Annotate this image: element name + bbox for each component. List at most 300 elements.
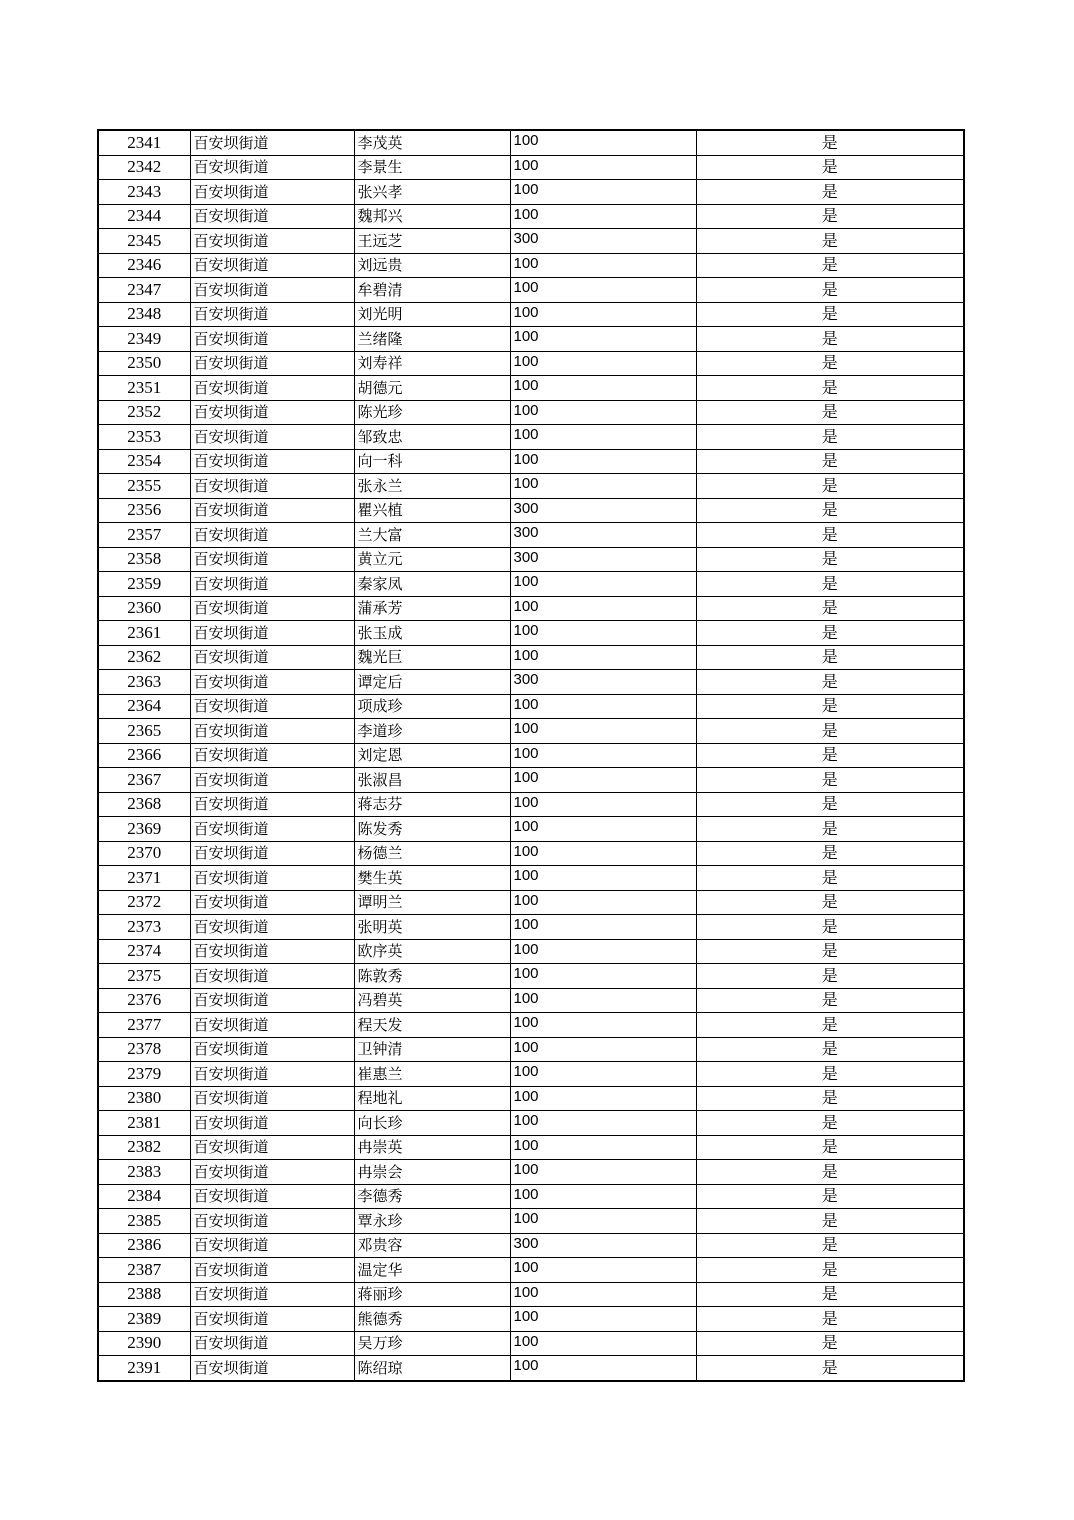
flag-cell: 是 <box>696 768 964 793</box>
name-cell: 张玉成 <box>354 621 510 646</box>
table-row <box>98 1135 964 1160</box>
row-number-cell: 2350 <box>98 351 190 376</box>
name-cell: 蒋丽珍 <box>354 1282 510 1307</box>
name-cell: 李德秀 <box>354 1184 510 1209</box>
table-row <box>98 425 964 450</box>
amount-cell: 100 <box>510 915 696 940</box>
row-number-cell: 2360 <box>98 596 190 621</box>
amount-cell: 100 <box>510 694 696 719</box>
table-row <box>98 1209 964 1234</box>
table-body <box>98 130 964 1381</box>
row-number-cell: 2346 <box>98 253 190 278</box>
amount-cell: 100 <box>510 768 696 793</box>
street-cell: 百安坝街道 <box>190 988 354 1013</box>
street-cell: 百安坝街道 <box>190 180 354 205</box>
row-number-cell: 2354 <box>98 449 190 474</box>
name-cell: 刘远贵 <box>354 253 510 278</box>
flag-cell: 是 <box>696 1282 964 1307</box>
street-cell: 百安坝街道 <box>190 376 354 401</box>
row-number-cell: 2341 <box>98 130 190 155</box>
flag-cell: 是 <box>696 449 964 474</box>
flag-cell: 是 <box>696 817 964 842</box>
name-cell: 蒲承芳 <box>354 596 510 621</box>
amount-cell: 100 <box>510 1111 696 1136</box>
amount-cell: 100 <box>510 1258 696 1283</box>
table-row <box>98 645 964 670</box>
table-row <box>98 1356 964 1381</box>
amount-cell: 300 <box>510 547 696 572</box>
row-number-cell: 2364 <box>98 694 190 719</box>
amount-cell: 100 <box>510 841 696 866</box>
amount-cell: 100 <box>510 278 696 303</box>
table-row <box>98 327 964 352</box>
amount-cell: 100 <box>510 719 696 744</box>
amount-cell: 100 <box>510 596 696 621</box>
row-number-cell: 2363 <box>98 670 190 695</box>
row-number-cell: 2358 <box>98 547 190 572</box>
name-cell: 樊生英 <box>354 866 510 891</box>
table-row <box>98 474 964 499</box>
amount-cell: 100 <box>510 327 696 352</box>
table-row <box>98 253 964 278</box>
street-cell: 百安坝街道 <box>190 498 354 523</box>
name-cell: 欧序英 <box>354 939 510 964</box>
flag-cell: 是 <box>696 1062 964 1087</box>
amount-cell: 100 <box>510 449 696 474</box>
street-cell: 百安坝街道 <box>190 939 354 964</box>
row-number-cell: 2390 <box>98 1331 190 1356</box>
name-cell: 李道珍 <box>354 719 510 744</box>
flag-cell: 是 <box>696 130 964 155</box>
name-cell: 邹致忠 <box>354 425 510 450</box>
row-number-cell: 2368 <box>98 792 190 817</box>
amount-cell: 100 <box>510 1062 696 1087</box>
table-row <box>98 1282 964 1307</box>
row-number-cell: 2372 <box>98 890 190 915</box>
flag-cell: 是 <box>696 498 964 523</box>
amount-cell: 100 <box>510 1209 696 1234</box>
table-row <box>98 1331 964 1356</box>
name-cell: 冉崇会 <box>354 1160 510 1185</box>
street-cell: 百安坝街道 <box>190 523 354 548</box>
amount-cell: 100 <box>510 180 696 205</box>
flag-cell: 是 <box>696 1307 964 1332</box>
flag-cell: 是 <box>696 523 964 548</box>
table-row <box>98 1160 964 1185</box>
row-number-cell: 2385 <box>98 1209 190 1234</box>
street-cell: 百安坝街道 <box>190 425 354 450</box>
row-number-cell: 2347 <box>98 278 190 303</box>
street-cell: 百安坝街道 <box>190 890 354 915</box>
data-table <box>97 129 965 1382</box>
name-cell: 张淑昌 <box>354 768 510 793</box>
amount-cell: 100 <box>510 890 696 915</box>
amount-cell: 100 <box>510 1331 696 1356</box>
table-row <box>98 964 964 989</box>
name-cell: 魏邦兴 <box>354 204 510 229</box>
row-number-cell: 2352 <box>98 400 190 425</box>
name-cell: 杨德兰 <box>354 841 510 866</box>
flag-cell: 是 <box>696 1184 964 1209</box>
street-cell: 百安坝街道 <box>190 1111 354 1136</box>
name-cell: 胡德元 <box>354 376 510 401</box>
name-cell: 谭定后 <box>354 670 510 695</box>
amount-cell: 100 <box>510 645 696 670</box>
name-cell: 秦家凤 <box>354 572 510 597</box>
name-cell: 熊德秀 <box>354 1307 510 1332</box>
row-number-cell: 2389 <box>98 1307 190 1332</box>
row-number-cell: 2366 <box>98 743 190 768</box>
street-cell: 百安坝街道 <box>190 1086 354 1111</box>
table-row <box>98 400 964 425</box>
table-row <box>98 939 964 964</box>
flag-cell: 是 <box>696 204 964 229</box>
table-row <box>98 547 964 572</box>
row-number-cell: 2374 <box>98 939 190 964</box>
street-cell: 百安坝街道 <box>190 302 354 327</box>
row-number-cell: 2380 <box>98 1086 190 1111</box>
table-row <box>98 155 964 180</box>
amount-cell: 100 <box>510 939 696 964</box>
table-row <box>98 1111 964 1136</box>
street-cell: 百安坝街道 <box>190 1307 354 1332</box>
name-cell: 李茂英 <box>354 130 510 155</box>
street-cell: 百安坝街道 <box>190 253 354 278</box>
row-number-cell: 2367 <box>98 768 190 793</box>
amount-cell: 100 <box>510 621 696 646</box>
amount-cell: 100 <box>510 130 696 155</box>
street-cell: 百安坝街道 <box>190 817 354 842</box>
amount-cell: 100 <box>510 988 696 1013</box>
row-number-cell: 2378 <box>98 1037 190 1062</box>
row-number-cell: 2342 <box>98 155 190 180</box>
flag-cell: 是 <box>696 719 964 744</box>
amount-cell: 100 <box>510 302 696 327</box>
street-cell: 百安坝街道 <box>190 130 354 155</box>
street-cell: 百安坝街道 <box>190 400 354 425</box>
table-row <box>98 988 964 1013</box>
flag-cell: 是 <box>696 743 964 768</box>
name-cell: 项成珍 <box>354 694 510 719</box>
amount-cell: 100 <box>510 425 696 450</box>
name-cell: 张永兰 <box>354 474 510 499</box>
flag-cell: 是 <box>696 841 964 866</box>
flag-cell: 是 <box>696 890 964 915</box>
flag-cell: 是 <box>696 621 964 646</box>
amount-cell: 100 <box>510 792 696 817</box>
flag-cell: 是 <box>696 327 964 352</box>
amount-cell: 300 <box>510 670 696 695</box>
name-cell: 魏光巨 <box>354 645 510 670</box>
amount-cell: 300 <box>510 1233 696 1258</box>
name-cell: 瞿兴植 <box>354 498 510 523</box>
name-cell: 卫钟清 <box>354 1037 510 1062</box>
flag-cell: 是 <box>696 1160 964 1185</box>
street-cell: 百安坝街道 <box>190 719 354 744</box>
row-number-cell: 2388 <box>98 1282 190 1307</box>
flag-cell: 是 <box>696 425 964 450</box>
row-number-cell: 2345 <box>98 229 190 254</box>
table-row <box>98 768 964 793</box>
row-number-cell: 2359 <box>98 572 190 597</box>
row-number-cell: 2386 <box>98 1233 190 1258</box>
table-row <box>98 278 964 303</box>
name-cell: 冯碧英 <box>354 988 510 1013</box>
street-cell: 百安坝街道 <box>190 596 354 621</box>
amount-cell: 100 <box>510 1086 696 1111</box>
table-row <box>98 1258 964 1283</box>
row-number-cell: 2361 <box>98 621 190 646</box>
name-cell: 兰绪隆 <box>354 327 510 352</box>
row-number-cell: 2349 <box>98 327 190 352</box>
table-row <box>98 743 964 768</box>
table-row <box>98 719 964 744</box>
row-number-cell: 2377 <box>98 1013 190 1038</box>
amount-cell: 100 <box>510 204 696 229</box>
table-row <box>98 1184 964 1209</box>
flag-cell: 是 <box>696 670 964 695</box>
table-row <box>98 204 964 229</box>
table-row <box>98 1307 964 1332</box>
name-cell: 崔惠兰 <box>354 1062 510 1087</box>
row-number-cell: 2353 <box>98 425 190 450</box>
amount-cell: 300 <box>510 498 696 523</box>
flag-cell: 是 <box>696 278 964 303</box>
flag-cell: 是 <box>696 474 964 499</box>
street-cell: 百安坝街道 <box>190 1233 354 1258</box>
amount-cell: 100 <box>510 376 696 401</box>
row-number-cell: 2375 <box>98 964 190 989</box>
flag-cell: 是 <box>696 694 964 719</box>
table-row <box>98 694 964 719</box>
name-cell: 向长珍 <box>354 1111 510 1136</box>
row-number-cell: 2382 <box>98 1135 190 1160</box>
street-cell: 百安坝街道 <box>190 449 354 474</box>
name-cell: 张明英 <box>354 915 510 940</box>
name-cell: 温定华 <box>354 1258 510 1283</box>
table-row <box>98 1062 964 1087</box>
row-number-cell: 2387 <box>98 1258 190 1283</box>
row-number-cell: 2373 <box>98 915 190 940</box>
amount-cell: 100 <box>510 817 696 842</box>
table-row <box>98 130 964 155</box>
amount-cell: 100 <box>510 866 696 891</box>
flag-cell: 是 <box>696 866 964 891</box>
flag-cell: 是 <box>696 645 964 670</box>
street-cell: 百安坝街道 <box>190 621 354 646</box>
flag-cell: 是 <box>696 1331 964 1356</box>
row-number-cell: 2355 <box>98 474 190 499</box>
row-number-cell: 2369 <box>98 817 190 842</box>
name-cell: 向一科 <box>354 449 510 474</box>
flag-cell: 是 <box>696 376 964 401</box>
row-number-cell: 2383 <box>98 1160 190 1185</box>
street-cell: 百安坝街道 <box>190 1184 354 1209</box>
street-cell: 百安坝街道 <box>190 645 354 670</box>
amount-cell: 100 <box>510 155 696 180</box>
flag-cell: 是 <box>696 1356 964 1381</box>
street-cell: 百安坝街道 <box>190 229 354 254</box>
street-cell: 百安坝街道 <box>190 915 354 940</box>
amount-cell: 100 <box>510 1356 696 1381</box>
row-number-cell: 2357 <box>98 523 190 548</box>
street-cell: 百安坝街道 <box>190 964 354 989</box>
table-row <box>98 792 964 817</box>
name-cell: 李景生 <box>354 155 510 180</box>
table-row <box>98 890 964 915</box>
table-row <box>98 1037 964 1062</box>
flag-cell: 是 <box>696 596 964 621</box>
street-cell: 百安坝街道 <box>190 1282 354 1307</box>
name-cell: 陈光珍 <box>354 400 510 425</box>
amount-cell: 100 <box>510 743 696 768</box>
table-row <box>98 229 964 254</box>
row-number-cell: 2371 <box>98 866 190 891</box>
flag-cell: 是 <box>696 915 964 940</box>
name-cell: 王远芝 <box>354 229 510 254</box>
row-number-cell: 2362 <box>98 645 190 670</box>
amount-cell: 100 <box>510 1037 696 1062</box>
flag-cell: 是 <box>696 302 964 327</box>
row-number-cell: 2381 <box>98 1111 190 1136</box>
street-cell: 百安坝街道 <box>190 866 354 891</box>
flag-cell: 是 <box>696 1258 964 1283</box>
amount-cell: 100 <box>510 474 696 499</box>
street-cell: 百安坝街道 <box>190 694 354 719</box>
amount-cell: 100 <box>510 1307 696 1332</box>
table-row <box>98 498 964 523</box>
table-row <box>98 1233 964 1258</box>
street-cell: 百安坝街道 <box>190 1209 354 1234</box>
table-row <box>98 841 964 866</box>
table-row <box>98 915 964 940</box>
flag-cell: 是 <box>696 1209 964 1234</box>
name-cell: 陈敦秀 <box>354 964 510 989</box>
flag-cell: 是 <box>696 180 964 205</box>
table-row <box>98 621 964 646</box>
flag-cell: 是 <box>696 1086 964 1111</box>
name-cell: 覃永珍 <box>354 1209 510 1234</box>
amount-cell: 100 <box>510 572 696 597</box>
row-number-cell: 2348 <box>98 302 190 327</box>
street-cell: 百安坝街道 <box>190 1160 354 1185</box>
name-cell: 蒋志芬 <box>354 792 510 817</box>
amount-cell: 100 <box>510 253 696 278</box>
name-cell: 黄立元 <box>354 547 510 572</box>
flag-cell: 是 <box>696 792 964 817</box>
name-cell: 兰大富 <box>354 523 510 548</box>
name-cell: 刘定恩 <box>354 743 510 768</box>
street-cell: 百安坝街道 <box>190 327 354 352</box>
flag-cell: 是 <box>696 253 964 278</box>
name-cell: 陈发秀 <box>354 817 510 842</box>
name-cell: 邓贵容 <box>354 1233 510 1258</box>
street-cell: 百安坝街道 <box>190 572 354 597</box>
street-cell: 百安坝街道 <box>190 1258 354 1283</box>
table-row <box>98 1013 964 1038</box>
name-cell: 程地礼 <box>354 1086 510 1111</box>
row-number-cell: 2356 <box>98 498 190 523</box>
flag-cell: 是 <box>696 400 964 425</box>
row-number-cell: 2391 <box>98 1356 190 1381</box>
flag-cell: 是 <box>696 1037 964 1062</box>
street-cell: 百安坝街道 <box>190 743 354 768</box>
flag-cell: 是 <box>696 547 964 572</box>
name-cell: 刘寿祥 <box>354 351 510 376</box>
table-row <box>98 449 964 474</box>
street-cell: 百安坝街道 <box>190 155 354 180</box>
amount-cell: 100 <box>510 351 696 376</box>
amount-cell: 100 <box>510 400 696 425</box>
row-number-cell: 2370 <box>98 841 190 866</box>
amount-cell: 100 <box>510 1013 696 1038</box>
flag-cell: 是 <box>696 351 964 376</box>
street-cell: 百安坝街道 <box>190 1331 354 1356</box>
flag-cell: 是 <box>696 964 964 989</box>
row-number-cell: 2376 <box>98 988 190 1013</box>
flag-cell: 是 <box>696 229 964 254</box>
row-number-cell: 2344 <box>98 204 190 229</box>
name-cell: 刘光明 <box>354 302 510 327</box>
name-cell: 张兴孝 <box>354 180 510 205</box>
street-cell: 百安坝街道 <box>190 1356 354 1381</box>
name-cell: 陈绍琼 <box>354 1356 510 1381</box>
flag-cell: 是 <box>696 988 964 1013</box>
street-cell: 百安坝街道 <box>190 792 354 817</box>
name-cell: 冉崇英 <box>354 1135 510 1160</box>
street-cell: 百安坝街道 <box>190 351 354 376</box>
amount-cell: 100 <box>510 1160 696 1185</box>
street-cell: 百安坝街道 <box>190 1013 354 1038</box>
table-row <box>98 670 964 695</box>
name-cell: 程天发 <box>354 1013 510 1038</box>
name-cell: 牟碧清 <box>354 278 510 303</box>
row-number-cell: 2379 <box>98 1062 190 1087</box>
table-row <box>98 180 964 205</box>
table-row <box>98 596 964 621</box>
name-cell: 谭明兰 <box>354 890 510 915</box>
street-cell: 百安坝街道 <box>190 278 354 303</box>
street-cell: 百安坝街道 <box>190 547 354 572</box>
flag-cell: 是 <box>696 1013 964 1038</box>
table-row <box>98 817 964 842</box>
row-number-cell: 2384 <box>98 1184 190 1209</box>
flag-cell: 是 <box>696 1233 964 1258</box>
street-cell: 百安坝街道 <box>190 474 354 499</box>
flag-cell: 是 <box>696 1111 964 1136</box>
amount-cell: 100 <box>510 1135 696 1160</box>
table-row <box>98 572 964 597</box>
amount-cell: 100 <box>510 964 696 989</box>
street-cell: 百安坝街道 <box>190 1135 354 1160</box>
amount-cell: 100 <box>510 1184 696 1209</box>
table-row <box>98 866 964 891</box>
street-cell: 百安坝街道 <box>190 768 354 793</box>
amount-cell: 300 <box>510 229 696 254</box>
flag-cell: 是 <box>696 572 964 597</box>
row-number-cell: 2351 <box>98 376 190 401</box>
row-number-cell: 2343 <box>98 180 190 205</box>
table-row <box>98 351 964 376</box>
table-row <box>98 1086 964 1111</box>
table-row <box>98 376 964 401</box>
street-cell: 百安坝街道 <box>190 841 354 866</box>
flag-cell: 是 <box>696 1135 964 1160</box>
street-cell: 百安坝街道 <box>190 1037 354 1062</box>
name-cell: 吴万珍 <box>354 1331 510 1356</box>
street-cell: 百安坝街道 <box>190 1062 354 1087</box>
table-row <box>98 523 964 548</box>
